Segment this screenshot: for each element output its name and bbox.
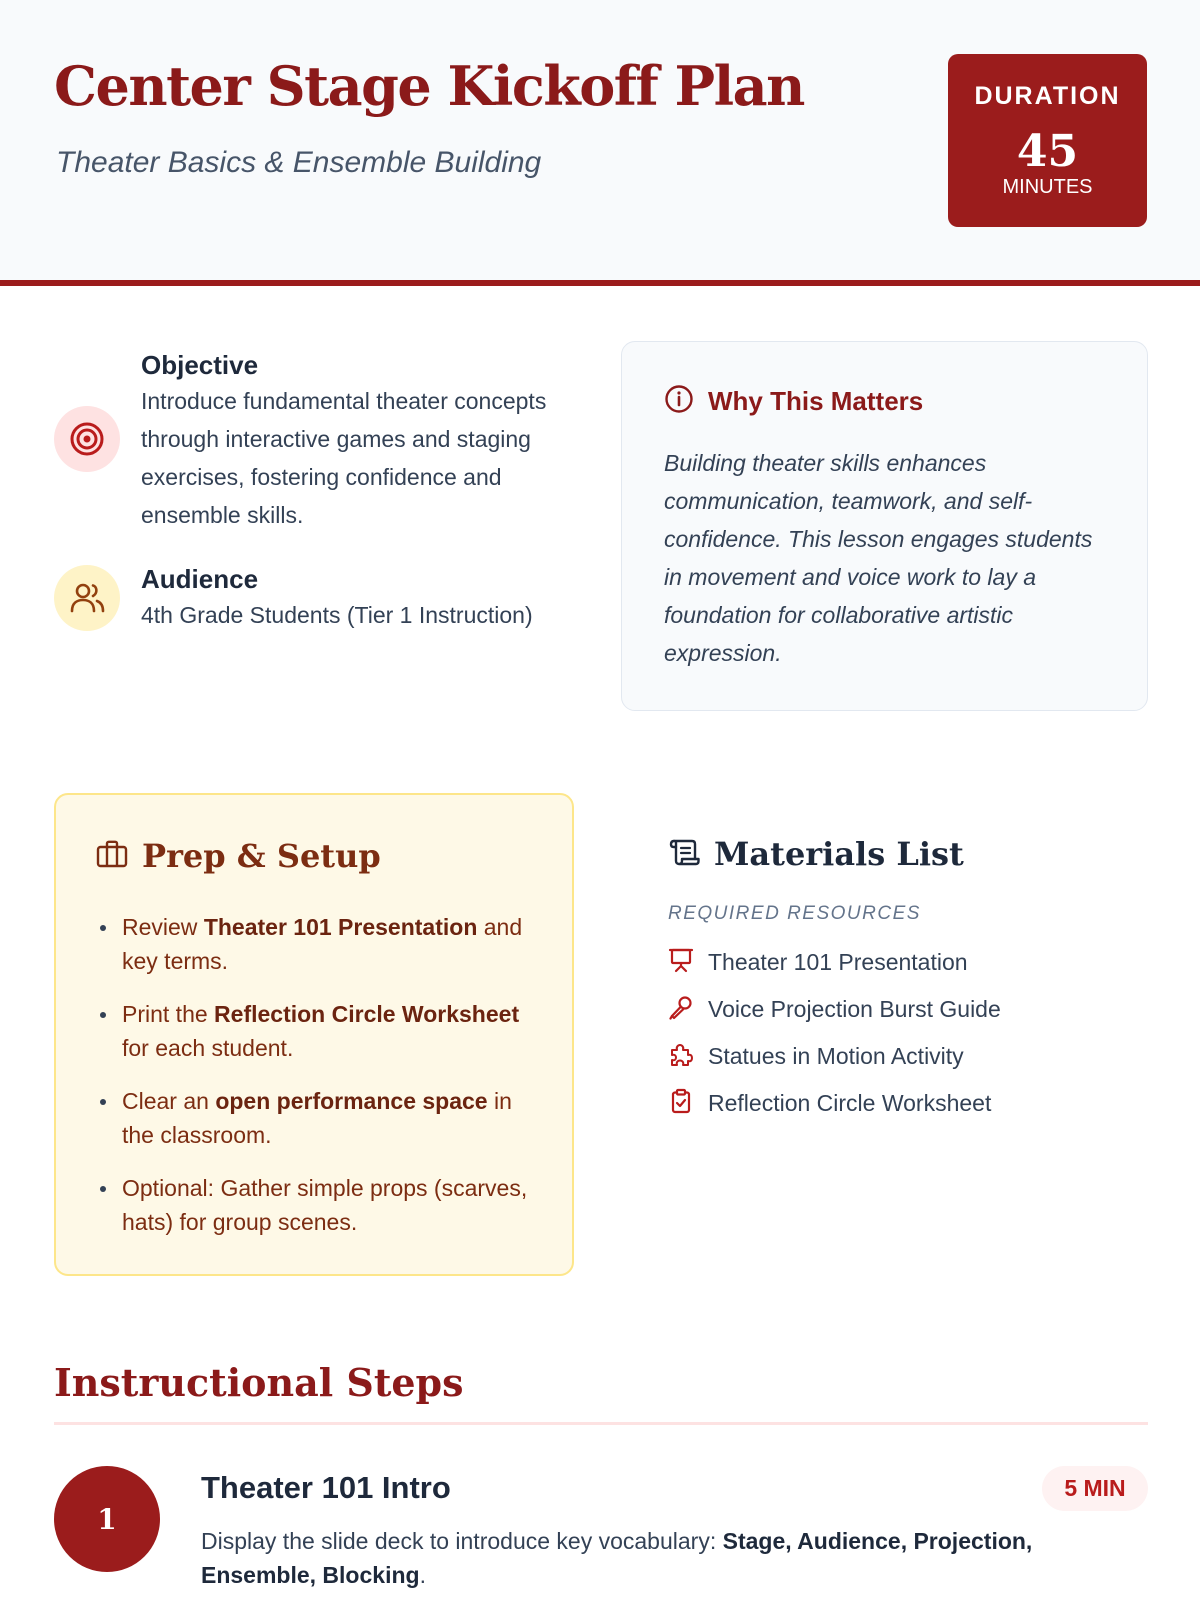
prep-item-text: Review xyxy=(122,914,204,940)
prep-item-highlight: open performance space xyxy=(215,1088,488,1114)
duration-unit: MINUTES xyxy=(1002,176,1093,198)
material-item[interactable] xyxy=(668,986,1148,1033)
step-desc-end: . xyxy=(419,1562,426,1588)
audience-text-block xyxy=(141,562,581,634)
prep-item-text: for each student. xyxy=(122,1035,294,1061)
material-label: Theater 101 Presentation xyxy=(708,949,968,975)
material-label: Statues in Motion Activity xyxy=(708,1043,964,1069)
scroll-icon xyxy=(668,837,700,872)
objective-label: Objective xyxy=(141,350,259,380)
audience-label: Audience xyxy=(141,564,259,594)
prep-item-highlight: Reflection Circle Worksheet xyxy=(214,1001,520,1027)
materials-list xyxy=(668,939,1148,1127)
step-time-badge: 5 MIN xyxy=(1042,1466,1148,1511)
prep-setup-card xyxy=(54,793,574,1276)
duration-value: 45 xyxy=(1016,126,1079,177)
duration-label: DURATION xyxy=(974,82,1121,110)
prep-header xyxy=(96,837,381,875)
why-this-matters-card xyxy=(621,341,1148,711)
target-icon xyxy=(54,406,120,472)
why-title: Why This Matters xyxy=(708,386,924,416)
material-item[interactable] xyxy=(668,939,1148,986)
prep-item-text: in the classroom. xyxy=(122,1088,512,1148)
briefcase-icon xyxy=(96,839,128,874)
step-desc-terms: Stage, Audience, Projection, Ensemble, Blocking xyxy=(201,1528,1033,1588)
material-label: Voice Projection Burst Guide xyxy=(708,996,1001,1022)
why-text: Building theater skills enhances communication, teamwork, and self-confidence. This lesson engages students in movement and voice work to lay a foundation for collaborative artistic expression. xyxy=(664,450,1093,666)
microphone-icon xyxy=(668,994,694,1026)
prep-item-text: Print the xyxy=(122,1001,215,1027)
prep-list xyxy=(96,910,546,1258)
material-label: Reflection Circle Worksheet xyxy=(708,1090,992,1116)
prep-title: Prep & Setup xyxy=(142,837,381,875)
audience-text: 4th Grade Students (Tier 1 Instruction) xyxy=(141,602,533,628)
page-header xyxy=(0,0,1200,286)
duration-badge xyxy=(948,54,1147,227)
prep-item-text: Clear an xyxy=(122,1088,216,1114)
material-item[interactable] xyxy=(668,1033,1148,1080)
objective-text: Introduce fundamental theater concepts through interactive games and staging exercises, fostering confidence and ensemble skills. xyxy=(141,388,547,528)
step-number: 1 xyxy=(54,1466,160,1572)
materials-section xyxy=(668,835,1148,1127)
materials-subtitle: REQUIRED RESOURCES xyxy=(668,903,921,924)
material-item[interactable] xyxy=(668,1080,1148,1127)
materials-header xyxy=(668,835,1148,873)
users-icon xyxy=(54,565,120,631)
step-description xyxy=(201,1524,1131,1592)
clipboard-icon xyxy=(668,1088,694,1120)
prep-item xyxy=(96,997,546,1065)
materials-title: Materials List xyxy=(714,835,964,873)
step-title: Theater 101 Intro xyxy=(201,1470,451,1505)
page-title: Center Stage Kickoff Plan xyxy=(54,54,804,118)
puzzle-icon xyxy=(668,1041,694,1073)
steps-divider xyxy=(54,1422,1148,1425)
presentation-icon xyxy=(668,947,694,979)
why-header xyxy=(664,384,923,419)
step-desc-text: Display the slide deck to introduce key vocabulary: xyxy=(201,1528,723,1554)
page-subtitle: Theater Basics & Ensemble Building xyxy=(56,146,542,179)
prep-item-text: and key terms. xyxy=(122,914,523,974)
prep-item xyxy=(96,1084,546,1152)
step-item xyxy=(54,1466,1148,1600)
steps-title: Instructional Steps xyxy=(54,1360,464,1405)
prep-item-text: Optional: Gather simple props (scarves, hats) for group scenes. xyxy=(122,1175,528,1235)
prep-item xyxy=(96,910,546,978)
prep-item-highlight: Theater 101 Presentation xyxy=(203,914,478,940)
objective-text-block xyxy=(141,348,581,534)
info-icon xyxy=(664,384,694,419)
prep-item xyxy=(96,1171,546,1239)
